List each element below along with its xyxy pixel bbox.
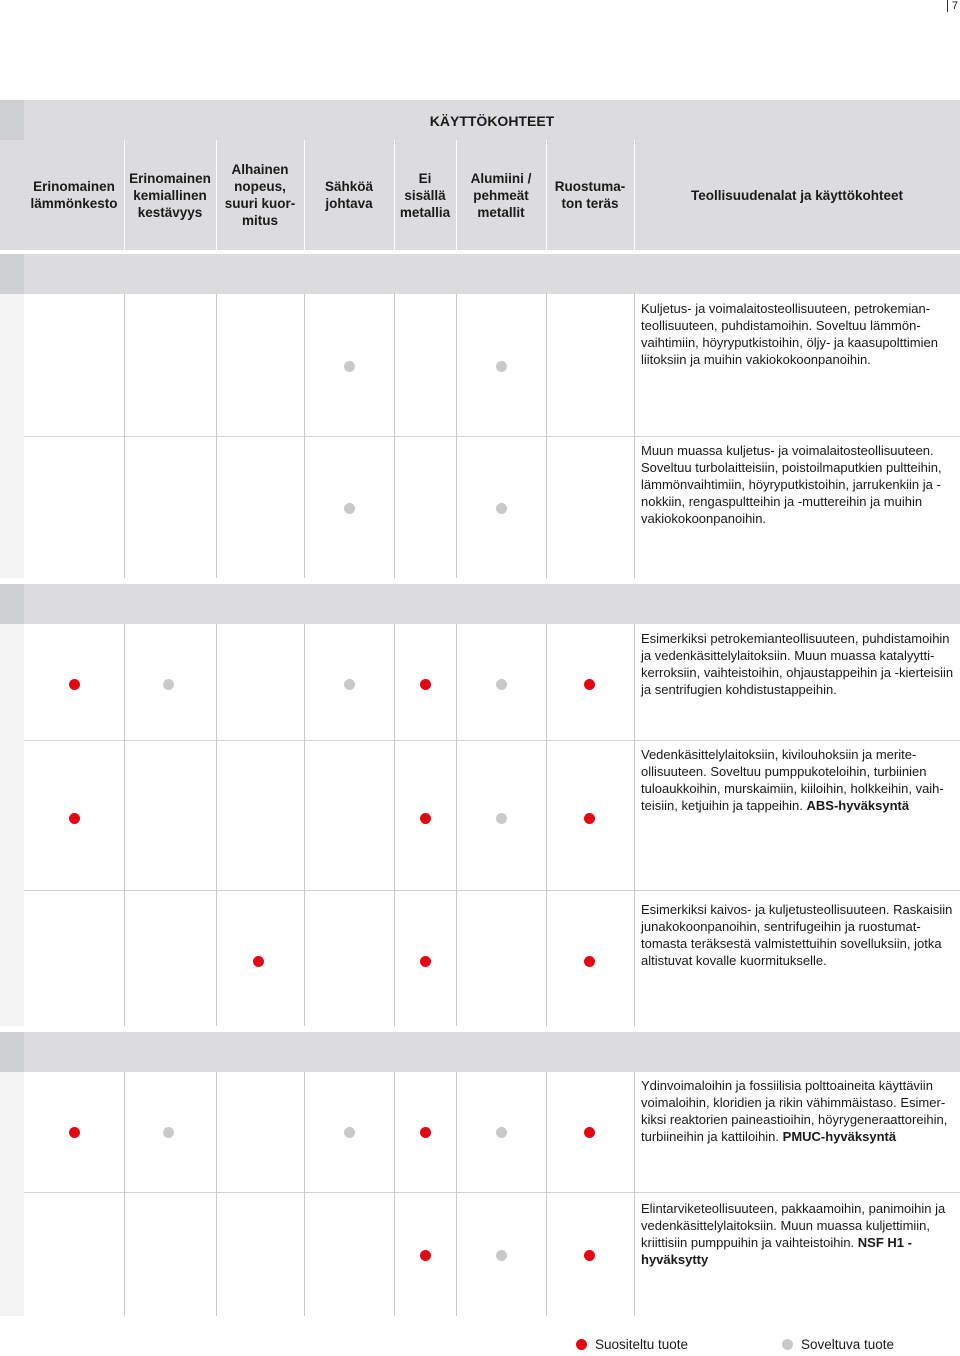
column-divider xyxy=(124,1192,125,1316)
column-divider xyxy=(456,624,457,740)
column-divider xyxy=(394,890,395,1026)
column-divider xyxy=(546,436,547,578)
column-divider xyxy=(634,1072,635,1192)
row-description xyxy=(641,1077,955,1145)
suitable-dot-icon xyxy=(782,1339,793,1350)
recommended-dot-icon xyxy=(69,1127,80,1138)
row-cap xyxy=(0,1192,24,1316)
column-divider xyxy=(124,1072,125,1192)
recommended-dot-icon xyxy=(584,956,595,967)
table-title-bar xyxy=(0,100,960,140)
legend-suitable-label: Soveltuva tuote xyxy=(801,1337,895,1352)
column-divider xyxy=(124,624,125,740)
section-band-3 xyxy=(0,1032,960,1072)
suitable-dot-icon xyxy=(344,679,355,690)
suitable-dot-icon xyxy=(496,813,507,824)
row-approval: NSF H1 -hyväksytty xyxy=(641,1235,912,1267)
column-divider xyxy=(456,1192,457,1316)
column-divider xyxy=(394,436,395,578)
column-divider xyxy=(546,890,547,1026)
row-description xyxy=(641,630,955,698)
recommended-dot-icon xyxy=(584,679,595,690)
recommended-dot-icon xyxy=(420,1127,431,1138)
row-description xyxy=(641,746,955,814)
column-header-stainless-steel: Ruostumaton teräs xyxy=(554,179,626,211)
recommended-dot-icon xyxy=(420,813,431,824)
recommended-dot-icon xyxy=(420,679,431,690)
legend-recommended xyxy=(576,1336,688,1354)
page-number: 7 xyxy=(947,0,960,12)
column-divider xyxy=(634,436,635,578)
column-divider xyxy=(634,1192,635,1316)
suitable-dot-icon xyxy=(496,679,507,690)
column-divider xyxy=(216,436,217,578)
recommended-dot-icon xyxy=(69,679,80,690)
suitable-dot-icon xyxy=(344,1127,355,1138)
column-divider xyxy=(456,1072,457,1192)
row-cap xyxy=(0,1072,24,1192)
column-divider xyxy=(546,1192,547,1316)
header-divider xyxy=(394,140,395,250)
column-divider xyxy=(394,294,395,436)
column-header-row xyxy=(0,140,960,250)
column-header-industries: Teollisuudenalat ja käyttökohteet xyxy=(690,187,904,203)
column-header-aluminium: Alumiini / pehmeät metallit xyxy=(470,170,532,220)
legend-recommended-label: Suositeltu tuote xyxy=(595,1337,689,1352)
row-description xyxy=(641,901,955,969)
column-divider xyxy=(546,1072,547,1192)
row-approval: PMUC-hyväksyntä xyxy=(782,1129,897,1144)
column-divider xyxy=(456,436,457,578)
column-divider xyxy=(546,294,547,436)
section-band-1 xyxy=(0,254,960,294)
title-bar-cap xyxy=(0,100,24,140)
suitable-dot-icon xyxy=(496,361,507,372)
section-band-cap xyxy=(0,1032,24,1072)
column-divider xyxy=(216,890,217,1026)
column-divider xyxy=(394,1072,395,1192)
suitable-dot-icon xyxy=(163,1127,174,1138)
column-divider xyxy=(216,1072,217,1192)
column-divider xyxy=(456,294,457,436)
column-divider xyxy=(124,436,125,578)
column-divider xyxy=(124,740,125,890)
suitable-dot-icon xyxy=(344,503,355,514)
row-description xyxy=(641,300,955,368)
column-divider xyxy=(456,890,457,1026)
column-divider xyxy=(216,624,217,740)
column-divider xyxy=(394,1192,395,1316)
suitable-dot-icon xyxy=(163,679,174,690)
column-header-heat-resistance: Erinomainen lämmönkesto xyxy=(30,179,118,211)
suitable-dot-icon xyxy=(496,1127,507,1138)
recommended-dot-icon xyxy=(253,956,264,967)
recommended-dot-icon xyxy=(576,1339,587,1350)
header-divider xyxy=(546,140,547,250)
row-description xyxy=(641,1200,955,1268)
table-title: KÄYTTÖKOHTEET xyxy=(429,113,555,129)
section-band-cap xyxy=(0,584,24,624)
column-divider xyxy=(304,436,305,578)
row-description xyxy=(641,442,955,527)
column-divider xyxy=(304,624,305,740)
recommended-dot-icon xyxy=(69,813,80,824)
column-divider xyxy=(634,624,635,740)
row-cap xyxy=(0,436,24,578)
row-cap xyxy=(0,890,24,1026)
column-divider xyxy=(304,1072,305,1192)
column-divider xyxy=(216,294,217,436)
row-cap xyxy=(0,624,24,740)
column-divider xyxy=(304,740,305,890)
column-header-metal-free: Ei sisällä metallia xyxy=(399,170,451,220)
column-divider xyxy=(634,890,635,1026)
column-header-conductive: Sähköä johtava xyxy=(324,179,374,211)
column-divider xyxy=(546,624,547,740)
column-divider xyxy=(216,1192,217,1316)
recommended-dot-icon xyxy=(584,1250,595,1261)
row-cap xyxy=(0,740,24,890)
column-divider xyxy=(304,294,305,436)
recommended-dot-icon xyxy=(420,1250,431,1261)
column-divider xyxy=(394,740,395,890)
header-divider xyxy=(216,140,217,250)
column-divider xyxy=(304,1192,305,1316)
row-description-text: Esimerkiksi kaivos- ja kuljetusteollisuuteen. Raskaisiin junakokoonpanoihin, sentrifugeihin ja ruostumattomasta teräksestä valmistettuihin sovelluksiin, jotka altistuvat kovalle kuormitukselle. xyxy=(641,902,953,968)
row-description-text: Kuljetus- ja voimalaitosteollisuuteen, petrokemianteollisuuteen, puhdistamoihin. Soveltuu lämmönvaihtimiin, höyryputkistoihin, öljy- ja kaasupolttimien liitoksiin ja muihin vakiokokoonpanoihin. xyxy=(641,301,938,367)
row-description-text: Muun muassa kuljetus- ja voimalaitosteollisuuteen. Soveltuu turbolaitteisiin, poistoilmaputkien pultteihin, lämmönvaihtimiin, höyryputkistoihin, jarrukenkiin ja -nokkiin, rengaspultteihin ja -muttereihin ja muihin vakiokokoonpanoihin. xyxy=(641,443,942,526)
recommended-dot-icon xyxy=(584,1127,595,1138)
header-divider xyxy=(124,140,125,250)
suitable-dot-icon xyxy=(496,1250,507,1261)
header-divider xyxy=(304,140,305,250)
row-description-text: Esimerkiksi petrokemianteollisuuteen, puhdistamoihin ja vedenkäsittelylaitoksiin. Muun muassa katalyyttikerroksiin, vaihteistoihin, ohjaustappeihin ja -kierteisiin ja sentrifugien kohdistustappeihin. xyxy=(641,631,954,697)
column-divider xyxy=(456,740,457,890)
recommended-dot-icon xyxy=(584,813,595,824)
column-divider xyxy=(216,740,217,890)
suitable-dot-icon xyxy=(344,361,355,372)
column-divider xyxy=(634,294,635,436)
legend-suitable xyxy=(782,1336,894,1354)
row-cap xyxy=(0,294,24,436)
recommended-dot-icon xyxy=(420,956,431,967)
column-divider xyxy=(394,624,395,740)
row-approval: ABS-hyväksyntä xyxy=(806,798,910,813)
column-divider xyxy=(634,740,635,890)
row-description-text: Elintarviketeollisuuteen, pakkaamoihin, panimoihin ja vedenkäsittelylaitoksiin. Muun muassa kuljettimiin, kriittisiin pumppuihin ja vaihteistoihin. xyxy=(641,1201,946,1250)
column-divider xyxy=(124,294,125,436)
row-description-text: Ydinvoimaloihin ja fossiilisia polttoaineita käyttäviin voimaloihin, kloridien ja rikin vähimmäistaso. Esimerkiksi reaktorien paineastioihin, höyrygeneraattoreihin, turbiineihin ja kattiloihin. xyxy=(641,1078,948,1144)
column-divider xyxy=(124,890,125,1026)
header-divider xyxy=(634,140,635,250)
section-band-cap xyxy=(0,254,24,294)
column-header-low-speed-high-load: Alhainen nopeus, suuri kuormitus xyxy=(224,162,296,228)
suitable-dot-icon xyxy=(496,503,507,514)
row-description-text: Vedenkäsittelylaitoksiin, kivilouhoksiin ja meriteollisuuteen. Soveltuu pumppukoteloihin, turbiinien tuloaukkoihin, murskaimiin, kiiloihin, holkkeihin, vaihteisiin, ketjuihin ja tappeihin. xyxy=(641,747,944,813)
header-divider xyxy=(456,140,457,250)
section-band-2 xyxy=(0,584,960,624)
column-divider xyxy=(304,890,305,1026)
column-divider xyxy=(546,740,547,890)
column-header-chemical-resistance: Erinomainen kemiallinen kestävyys xyxy=(129,170,211,220)
